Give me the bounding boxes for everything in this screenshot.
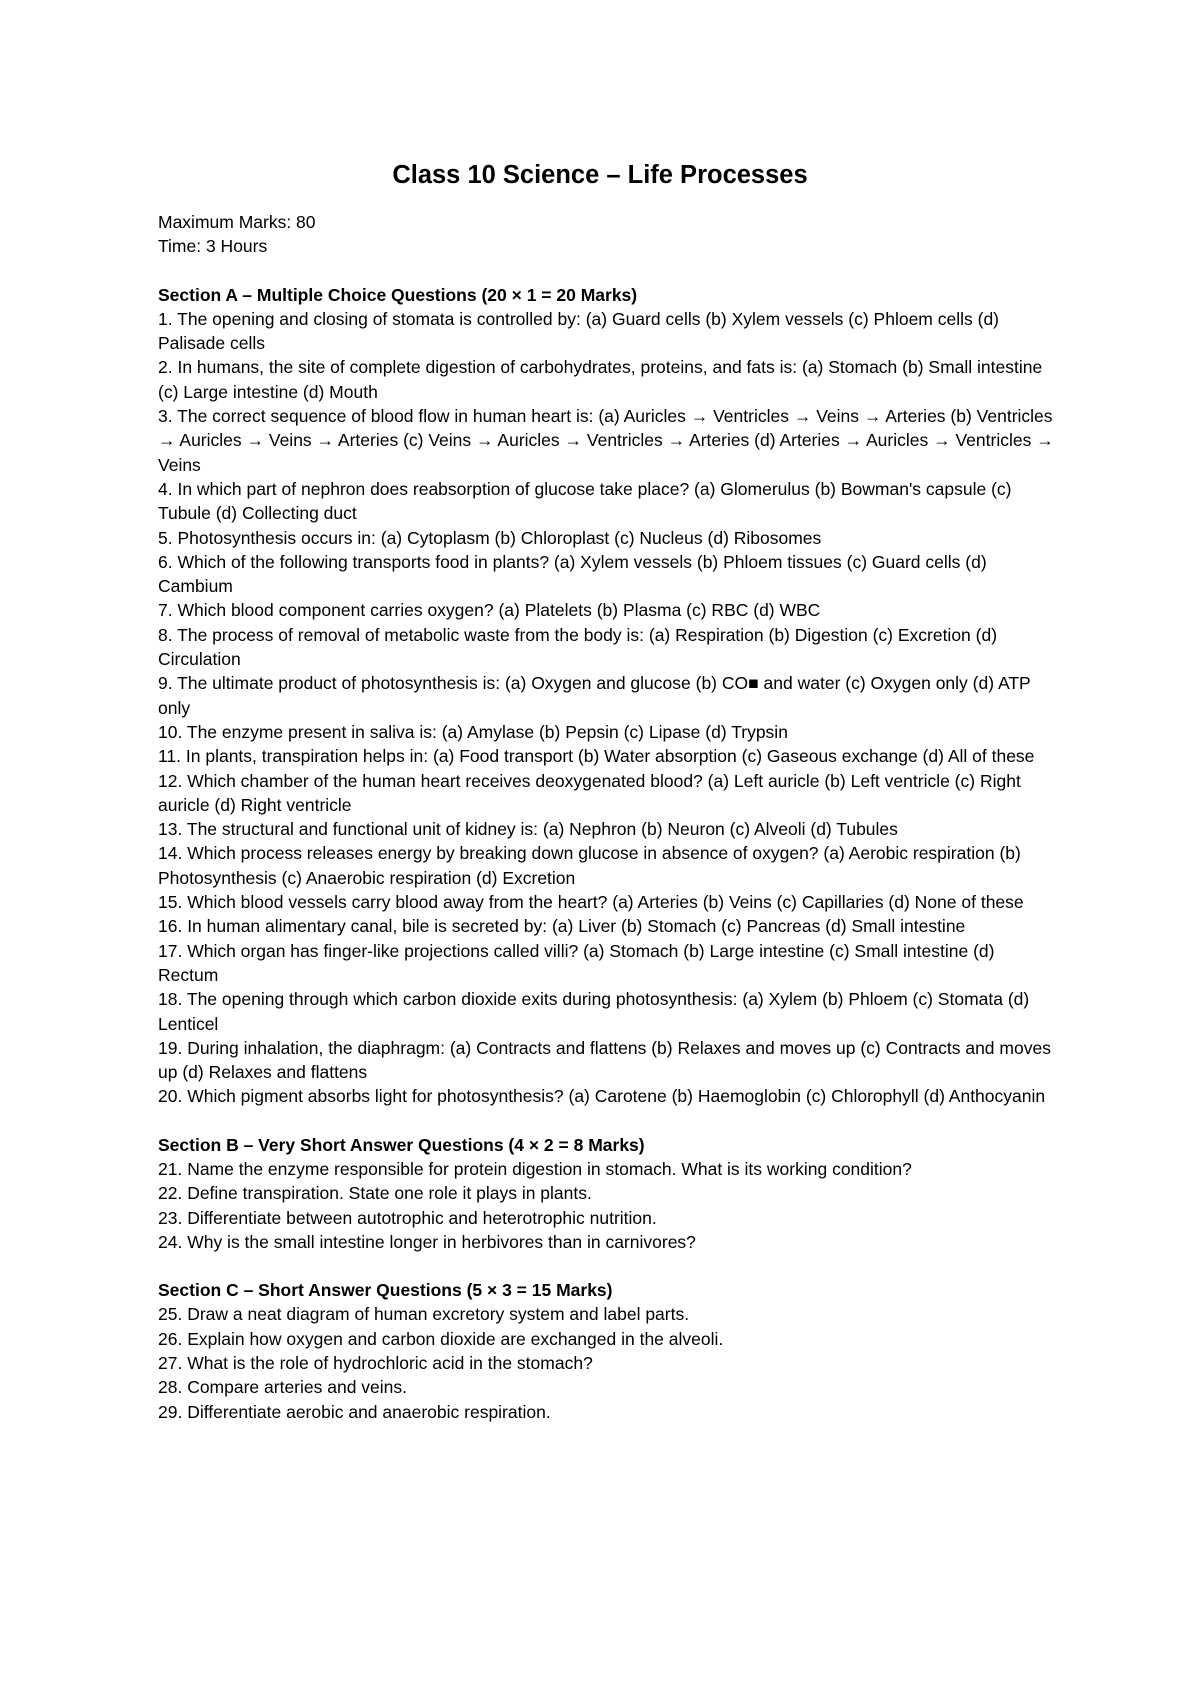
question-26: 26. Explain how oxygen and carbon dioxide are exchanged in the alveoli. — [158, 1328, 724, 1349]
question-18: 18. The opening through which carbon dioxide exits during photosynthesis: (a) Xylem (b) Phloem (c) Stomata (d) Lenticel — [158, 989, 1030, 1034]
question-25: 25. Draw a neat diagram of human excretory system and label parts. — [158, 1304, 690, 1325]
question-21: 21. Name the enzyme responsible for protein digestion in stomach. What is its working condition? — [158, 1158, 912, 1179]
question-11: 11. In plants, transpiration helps in: (a) Food transport (b) Water absorption (c) Gaseous exchange (d) All of these — [158, 746, 1035, 767]
question-5: 5. Photosynthesis occurs in: (a) Cytoplasm (b) Chloroplast (c) Nucleus (d) Ribosomes — [158, 527, 822, 548]
section-a — [158, 283, 1058, 1109]
question-2: 2. In humans, the site of complete digestion of carbohydrates, proteins, and fats is: (a) Stomach (b) Small intestine (c) Large intestine (d) Mouth — [158, 357, 1043, 402]
max-marks: Maximum Marks: 80 — [158, 212, 316, 232]
question-7: 7. Which blood component carries oxygen? (a) Platelets (b) Plasma (c) RBC (d) WBC — [158, 600, 821, 621]
section-b-heading: Section B – Very Short Answer Questions (4 × 2 = 8 Marks) — [158, 1134, 645, 1155]
question-3: 3. The correct sequence of blood flow in human heart is: (a) Auricles → Ventricles → Veins → Arteries (b) Ventricles → Auricles → Veins → Arteries (c) Veins → Auricles → Ventricles → Arteries (d) Arteries → Auricles → Ventricles → Veins — [158, 406, 1054, 475]
question-24: 24. Why is the small intestine longer in herbivores than in carnivores? — [158, 1231, 696, 1252]
section-a-heading: Section A – Multiple Choice Questions (20 × 1 = 20 Marks) — [158, 284, 638, 305]
question-12: 12. Which chamber of the human heart receives deoxygenated blood? (a) Left auricle (b) Left ventricle (c) Right auricle (d) Right ventricle — [158, 770, 1021, 815]
question-14: 14. Which process releases energy by breaking down glucose in absence of oxygen? (a) Aerobic respiration (b) Photosynthesis (c) Anaerobic respiration (d) Excretion — [158, 843, 1021, 888]
question-28: 28. Compare arteries and veins. — [158, 1377, 408, 1398]
document-page — [158, 158, 1058, 1424]
question-23: 23. Differentiate between autotrophic and heterotrophic nutrition. — [158, 1207, 657, 1228]
page-title: Class 10 Science – Life Processes — [392, 161, 808, 189]
question-1: 1. The opening and closing of stomata is controlled by: (a) Guard cells (b) Xylem vessels (c) Phloem cells (d) Palisade cells — [158, 308, 1000, 354]
question-6: 6. Which of the following transports food in plants? (a) Xylem vessels (b) Phloem tissues (c) Guard cells (d) Cambium — [158, 551, 987, 597]
section-c-heading: Section C – Short Answer Questions (5 × 3 = 15 Marks) — [158, 1280, 613, 1301]
question-4: 4. In which part of nephron does reabsorption of glucose take place? (a) Glomerulus (b) Bowman's capsule (c) Tubule (d) Collecting duct — [158, 478, 1012, 524]
section-c — [158, 1278, 1058, 1424]
section-b — [158, 1133, 1058, 1254]
question-29: 29. Differentiate aerobic and anaerobic respiration. — [158, 1401, 551, 1422]
time-allowed: Time: 3 Hours — [158, 236, 268, 257]
question-22: 22. Define transpiration. State one role it plays in plants. — [158, 1183, 592, 1204]
question-19: 19. During inhalation, the diaphragm: (a) Contracts and flattens (b) Relaxes and moves up (c) Contracts and moves up (d) Relaxes and flattens — [158, 1037, 1051, 1083]
question-15: 15. Which blood vessels carry blood away from the heart? (a) Arteries (b) Veins (c) Capillaries (d) None of these — [158, 892, 1024, 913]
question-8: 8. The process of removal of metabolic waste from the body is: (a) Respiration (b) Digestion (c) Excretion (d) Circulation — [158, 624, 998, 670]
question-16: 16. In human alimentary canal, bile is secreted by: (a) Liver (b) Stomach (c) Pancreas (d) Small intestine — [158, 916, 966, 937]
question-9: 9. The ultimate product of photosynthesis is: (a) Oxygen and glucose (b) CO■ and water (c) Oxygen only (d) ATP only — [158, 673, 1031, 718]
question-27: 27. What is the role of hydrochloric acid in the stomach? — [158, 1353, 593, 1374]
question-17: 17. Which organ has finger-like projections called villi? (a) Stomach (b) Large intestine (c) Small intestine (d) Rectum — [158, 940, 995, 985]
question-13: 13. The structural and functional unit of kidney is: (a) Nephron (b) Neuron (c) Alveoli (d) Tubules — [158, 819, 898, 840]
question-20: 20. Which pigment absorbs light for photosynthesis? (a) Carotene (b) Haemoglobin (c) Chlorophyll (d) Anthocyanin — [158, 1086, 1046, 1107]
question-10: 10. The enzyme present in saliva is: (a) Amylase (b) Pepsin (c) Lipase (d) Trypsin — [158, 721, 788, 742]
